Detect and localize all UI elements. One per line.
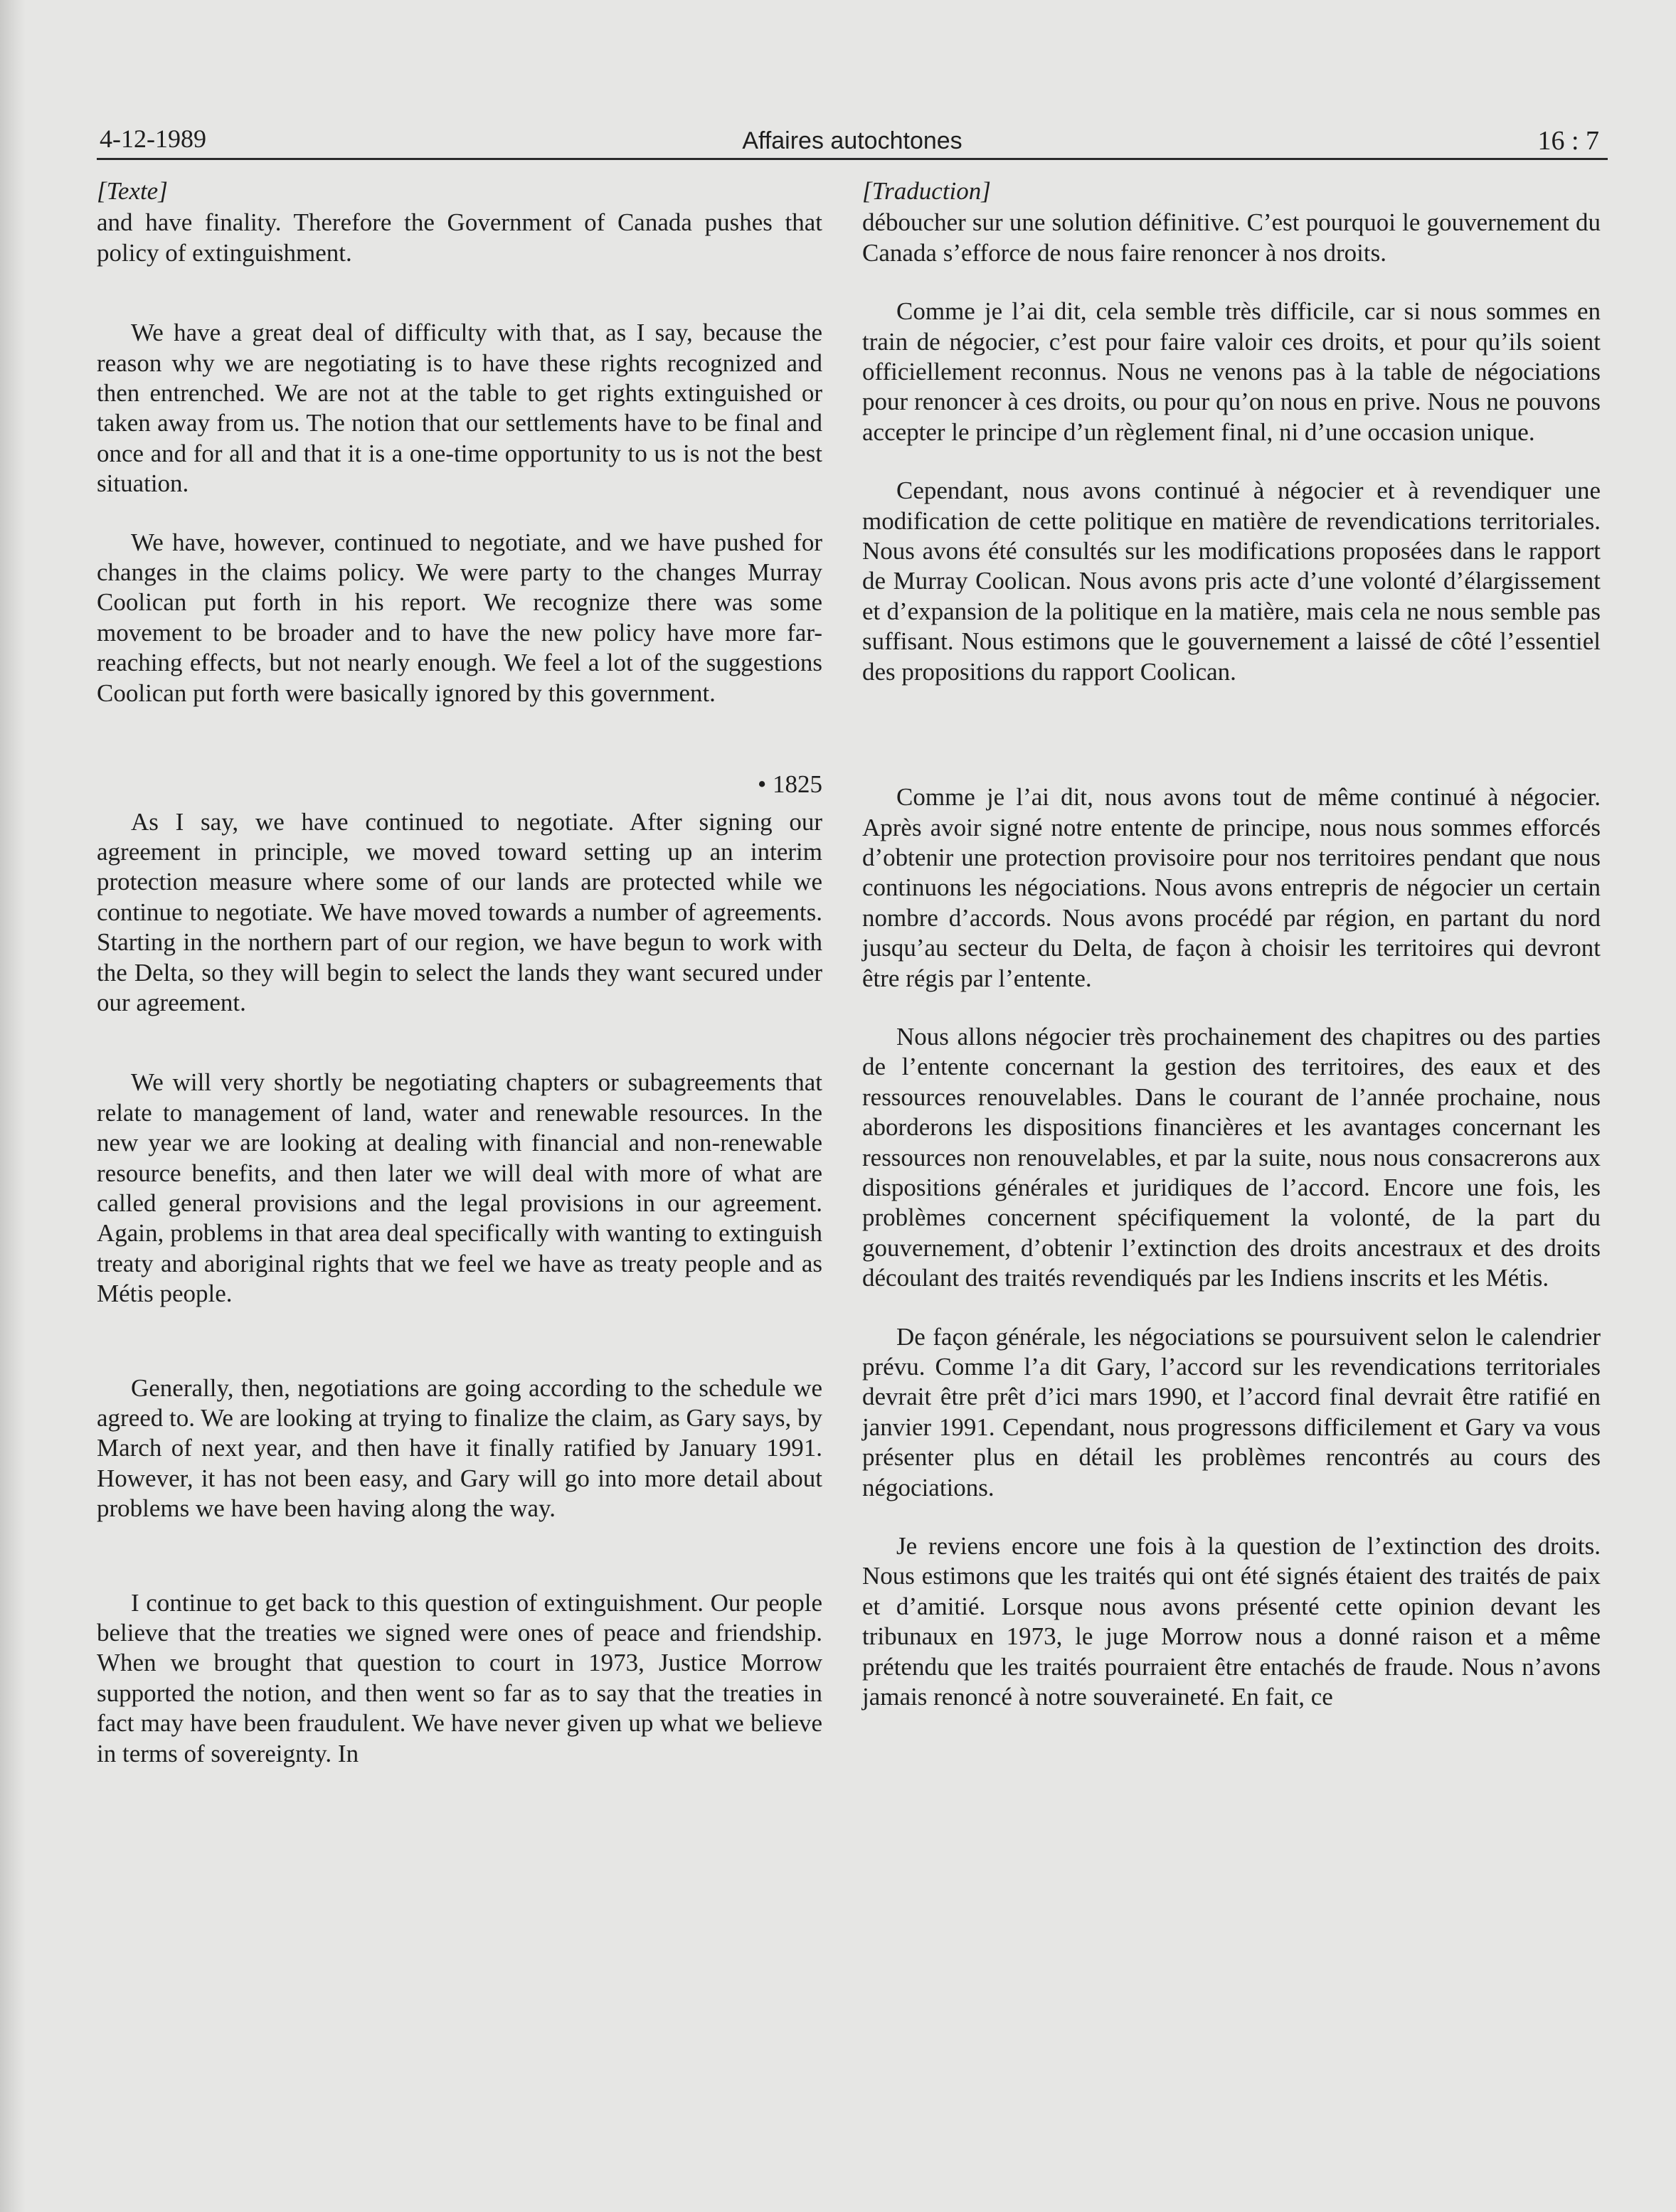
paragraph: I continue to get back to this question of extinguishment. Our people believe that the treaties we signed were ones of peace and friendship. When we brought that question to court in 1973, Justice Morrow supported the notion, and then went so far as to say that the treaties in fact may have been fraudulent. We have never given up what we believe in terms of sovereignty. In [97, 1588, 822, 1767]
header-title: Affaires autochtones [742, 127, 962, 154]
paragraph: Comme je l’ai dit, cela semble très difficile, car si nous sommes en train de négocier, c’est pour faire valoir ces droits, et pour qu’ils soient officiellement reconnus. Nous ne venons pas à la table de négociations pour renoncer à ces droits, ou pour qu’on nous en prive. Nous ne pouvons accepter le principe d’un règlement final, ni d’une occasion unique. [862, 297, 1601, 446]
paragraph: De façon générale, les négociations se poursuivent selon le calendrier prévu. Comme l’a dit Gary, l’accord sur les revendications territoriales devrait être prêt d’ici mars 1990, et l’accord final devrait être ratifié en janvier 1991. Cependant, nous progressons difficilement et Gary va vous présenter plus en détail les problèmes rencontrés au cours des négociations. [862, 1322, 1601, 1501]
paragraph: As I say, we have continued to negotiate. After signing our agreement in principle, we moved toward setting up an interim protection measure where some of our lands are protected while we continue to negotiate. We have moved towards a number of agreements. Starting in the northern part of our region, we have begun to work with the Delta, so they will begin to select the lands they want secured under our agreement. [97, 807, 822, 1016]
header-page-number: 16 : 7 [1537, 126, 1599, 156]
french-column [862, 176, 1601, 1712]
column-tag-texte: [Texte] [97, 177, 168, 205]
paragraph: We have, however, continued to negotiate, and we have pushed for changes in the claims policy. We were party to the changes Murray Coolican put forth in his report. We recognize there was some movement to be broader and to have the new policy have more far-reaching effects, but not nearly enough. We feel a lot of the suggestions Coolican put forth were basically ignored by this government. [97, 528, 822, 707]
paragraph: déboucher sur une solution définitive. C’est pourquoi le gouvernement du Canada s’efforce de nous faire renoncer à nos droits. [862, 208, 1601, 267]
paragraph: Nous allons négocier très prochainement des chapitres ou des parties de l’entente concernant la gestion des territoires, des eaux et des ressources renouvelables. Dans le courant de l’année prochaine, nous aborderons les dispositions financières et les avantages concernant les ressources non renouvelables, et par la suite, nous nous consacrerons aux dispositions générales et juridiques de l’accord. Encore une fois, les problèmes concernent spécifiquement la volonté, de la part du gouvernement, d’obtenir l’extinction des droits ancestraux et des droits découlant des traités revendiqués par les Indiens inscrits et les Métis. [862, 1022, 1601, 1292]
paragraph: Comme je l’ai dit, nous avons tout de même continué à négocier. Après avoir signé notre entente de principe, nous nous sommes efforcés d’obtenir une protection provisoire pour nos territoires pendant que nous continuons les négociations. Nous avons entrepris de négocier un certain nombre d’accords. Nous avons procédé par région, en partant du nord jusqu’au secteur du Delta, de façon à choisir les territoires qui devront être régis par l’entente. [862, 783, 1601, 992]
paragraph: Generally, then, negotiations are going according to the schedule we agreed to. We are looking at trying to finalize the claim, as Gary says, by March of next year, and then have it finally ratified by January 1991. However, it has not been easy, and Gary will go into more detail about problems we have been having along the way. [97, 1373, 822, 1523]
english-column [97, 176, 822, 1769]
paragraph: We have a great deal of difficulty with that, as I say, because the reason why we are negotiating is to have these rights recognized and then entrenched. We are not at the table to get rights extinguished or taken away from us. The notion that our settlements have to be final and once and for all and that it is a one-time opportunity to us is not the best situation. [97, 319, 822, 498]
time-marker: • 1825 [757, 770, 822, 799]
paragraph: We will very shortly be negotiating chapters or subagreements that relate to management of land, water and renewable resources. In the new year we are looking at dealing with financial and non-renewable resource benefits, and then later we will deal with more of what are called general provisions and the legal provisions in our agreement. Again, problems in that area deal specifically with wanting to extinguish treaty and aboriginal rights that we feel we have as treaty people and as Métis people. [97, 1068, 822, 1308]
header-date: 4-12-1989 [100, 124, 206, 153]
running-header [97, 114, 1608, 160]
page [97, 114, 1608, 1767]
paragraph: and have finality. Therefore the Government of Canada pushes that policy of extinguishment. [97, 208, 822, 267]
scan-edge [0, 0, 26, 2212]
paragraph: Cependant, nous avons continué à négocier et à revendiquer une modification de cette politique en matière de revendications territoriales. Nous avons été consultés sur les modifications proposées dans le rapport de Murray Coolican. Nous avons pris acte d’une volonté d’élargissement et d’expansion de la politique en la matière, mais cela ne nous semble pas suffisant. Nous estimons que le gouvernement a laissé de côté l’essentiel des propositions du rapport Coolican. [862, 477, 1601, 686]
paragraph: Je reviens encore une fois à la question de l’extinction des droits. Nous estimons que les traités qui ont été signés étaient des traités de paix et d’amitié. Lorsque nous avons présenté cette opinion devant les tribunaux en 1973, le juge Morrow nous a donné raison et a même prétendu que les traités pourraient être entachés de fraude. Nous n’avons jamais renoncé à notre souveraineté. En fait, ce [862, 1532, 1601, 1711]
column-tag-traduction: [Traduction] [862, 177, 991, 205]
